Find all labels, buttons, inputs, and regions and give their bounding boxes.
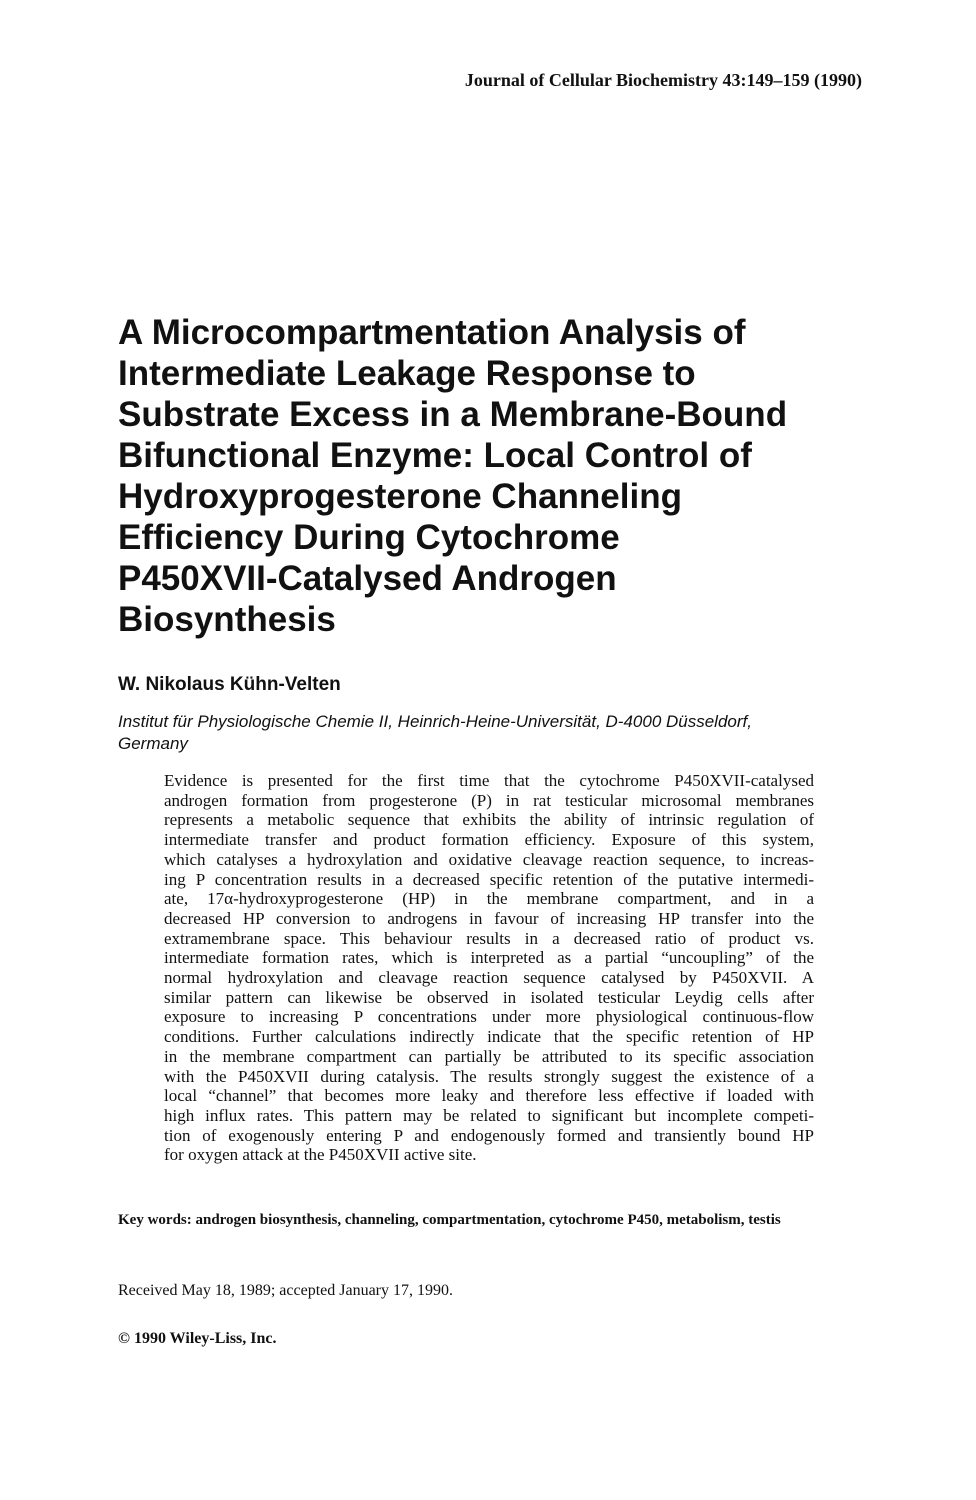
abstract-line: decreased HP conversion to androgens in favour of increasing HP transfer into the xyxy=(164,908,814,928)
abstract-line: for oxygen attack at the P450XVII active site. xyxy=(164,1145,477,1165)
received-dates: Received May 18, 1989; accepted January 17, 1990. xyxy=(118,1282,454,1299)
abstract-line: normal hydroxylation and cleavage reaction sequence catalysed by P450XVII. A xyxy=(164,968,814,988)
abstract-line: which catalyses a hydroxylation and oxidative cleavage reaction sequence, to increas- xyxy=(164,849,814,869)
affiliation-line: Institut für Physiologische Chemie II, Heinrich-Heine-Universität, D-4000 Düsseldorf, xyxy=(118,712,752,731)
affiliation-line: Germany xyxy=(118,734,188,753)
abstract-line: local “channel” that becomes more leaky and therefore less effective if loaded with xyxy=(164,1086,814,1106)
author-affiliation xyxy=(118,711,838,755)
abstract-line: represents a metabolic sequence that exhibits the ability of intrinsic regulation of xyxy=(164,810,814,830)
abstract-line: Evidence is presented for the first time that the cytochrome P450XVII-catalysed xyxy=(164,771,814,790)
title-line: Efficiency During Cytochrome xyxy=(118,518,620,557)
abstract xyxy=(164,771,814,1165)
abstract-line: exposure to increasing P concentrations under more physiological continuous-flow xyxy=(164,1007,814,1027)
abstract-line: intermediate transfer and product formation efficiency. Exposure of this system, xyxy=(164,830,814,850)
abstract-line: similar pattern can likewise be observed in isolated testicular Leydig cells after xyxy=(164,987,814,1007)
abstract-line: conditions. Further calculations indirectly indicate that the specific retention of HP xyxy=(164,1027,814,1047)
abstract-line: in the membrane compartment can partially be attributed to its specific association xyxy=(164,1046,814,1066)
title-line: Biosynthesis xyxy=(118,600,336,639)
abstract-line: with the P450XVII during catalysis. The results strongly suggest the existence of a xyxy=(164,1066,814,1086)
abstract-line: ing P concentration results in a decreased specific retention of the putative intermedi- xyxy=(164,869,814,889)
title-line: Intermediate Leakage Response to xyxy=(118,354,696,393)
journal-citation: Journal of Cellular Biochemistry 43:149–159 (1990) xyxy=(464,70,862,90)
title-line: Hydroxyprogesterone Channeling xyxy=(118,477,682,516)
abstract-line: androgen formation from progesterone (P) in rat testicular microsomal membranes xyxy=(164,790,814,810)
title-line: A Microcompartmentation Analysis of xyxy=(118,313,746,352)
author-name: W. Nikolaus Kühn-Velten xyxy=(118,674,341,695)
title-line: Substrate Excess in a Membrane-Bound xyxy=(118,395,788,434)
keywords: Key words: androgen biosynthesis, channeling, compartmentation, cytochrome P450, metabolism, testis xyxy=(118,1212,781,1228)
copyright-notice: © 1990 Wiley-Liss, Inc. xyxy=(118,1330,277,1347)
abstract-line: tion of exogenously entering P and endogenously formed and transiently bound HP xyxy=(164,1125,814,1145)
abstract-line: intermediate formation rates, which is interpreted as a partial “uncoupling” of the xyxy=(164,948,814,968)
article-title xyxy=(118,312,878,640)
abstract-line: high influx rates. This pattern may be related to significant but incomplete competi- xyxy=(164,1105,814,1125)
abstract-line: extramembrane space. This behaviour results in a decreased ratio of product vs. xyxy=(164,928,814,948)
title-line: Bifunctional Enzyme: Local Control of xyxy=(118,436,752,475)
abstract-line: ate, 17α-hydroxyprogesterone (HP) in the membrane compartment, and in a xyxy=(164,889,814,909)
title-line: P450XVII-Catalysed Androgen xyxy=(118,559,617,598)
